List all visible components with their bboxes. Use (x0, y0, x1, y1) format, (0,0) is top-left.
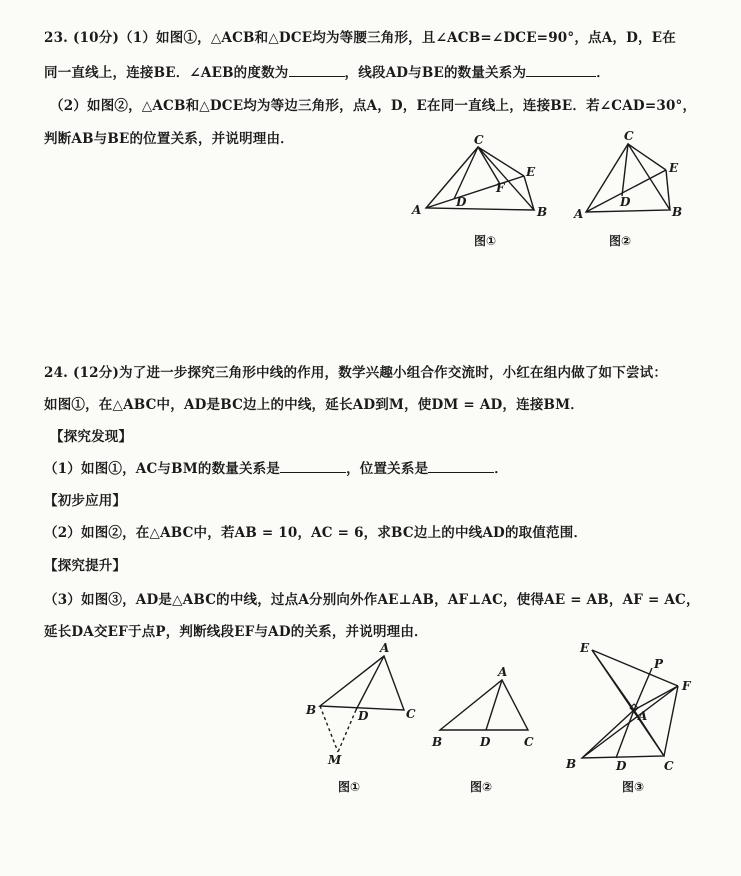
q23-fig1-label-b: B (537, 205, 548, 219)
q23-fig2-label-b: B (672, 205, 683, 219)
q24-fig1-triangle-abc (320, 656, 404, 710)
q23-line1-a: 23. (10分)（1）如图①， (44, 30, 211, 46)
q24-answer-blank-2[interactable] (428, 459, 494, 473)
q23-fig2-label-c: C (624, 129, 634, 143)
q23-fig2-label-a: A (574, 207, 584, 221)
q23-line2-c: ． (596, 65, 610, 81)
q24-line6: 延长DA交EF于点P，判断线段EF与AD的关系，并说明理由． (44, 624, 428, 640)
q23-fig2-label-d: D (620, 195, 631, 209)
q23-line2-a: 同一直线上，连接BE．∠AEB的度数为 (44, 65, 289, 81)
q24-fig1-line-dm (338, 710, 356, 752)
q23-fig1-line-cf (478, 147, 500, 184)
q23-fig2-label-e: E (669, 161, 679, 175)
q23-fig1-line-ae (426, 176, 524, 208)
q23-line1-b: △ACB和△DCE均为等腰三角形，且∠ACB=∠DCE=90°，点A，D，E在 (210, 30, 676, 46)
q24-section-extension: 【探究提升】 (44, 558, 127, 574)
q24-fig1-line-bm (320, 706, 338, 752)
q24-fig3-line-fc (664, 686, 678, 756)
q23-line2 (44, 61, 610, 81)
q24-fig1-label-d: D (358, 709, 369, 723)
q24-section-discovery: 【探究发现】 (50, 429, 133, 445)
q24-fig1-caption: 图① (338, 780, 361, 794)
q24-fig3-label-p: P (654, 657, 664, 671)
q23-fig1-label-f: F (496, 181, 505, 195)
q23-fig1-line-cd (454, 147, 478, 199)
q24-fig1-label-b: B (306, 703, 317, 717)
q24-fig1-label-a: A (380, 641, 390, 655)
q24-figure-2 (428, 662, 546, 754)
q24-line3-a: （1）如图①，AC与BM的数量关系是 (44, 461, 281, 477)
q24-line1: 24. (12分)为了进一步探究三角形中线的作用，数学兴趣小组合作交流时，小红在组内做了如下尝试： (44, 365, 668, 381)
q24-fig2-label-c: C (524, 735, 534, 749)
q23-line1 (44, 26, 676, 46)
q23-fig1-label-e: E (526, 165, 536, 179)
q24-line2: 如图①，在△ABC中，AD是BC边上的中线，延长AD到M，使DM = AD，连接BM． (44, 397, 584, 413)
q23-line4: 判断AB与BE的位置关系，并说明理由． (44, 131, 294, 147)
q24-fig3-median-ad (616, 710, 634, 758)
q24-fig1-label-c: C (406, 707, 416, 721)
q24-fig3-label-e: E (580, 641, 590, 655)
q24-answer-blank-1[interactable] (280, 459, 346, 473)
q24-fig3-label-d: D (616, 759, 627, 773)
q23-fig1-label-c: C (474, 133, 484, 147)
q23-answer-blank-1[interactable] (289, 63, 345, 77)
q24-fig2-label-a: A (498, 665, 508, 679)
q23-fig2-caption: 图② (609, 234, 632, 248)
q24-line3-c: ． (494, 461, 508, 477)
q24-section-application: 【初步应用】 (44, 493, 127, 509)
q24-fig2-median-ad (486, 680, 502, 730)
q23-figure-2 (572, 126, 692, 226)
q23-line3: （2）如图②，△ACB和△DCE均为等边三角形，点A，D，E在同一直线上，连接BE．若∠CAD=30°， (50, 98, 697, 114)
q23-fig1-label-a: A (412, 203, 422, 217)
q24-fig1-median-ad (356, 656, 384, 710)
q24-fig3-triangle-abc (582, 710, 664, 758)
q24-line3 (44, 457, 508, 477)
q23-fig1-caption: 图① (474, 234, 497, 248)
q23-figure-1 (404, 132, 554, 222)
q24-fig3-line-bf (582, 686, 678, 758)
q23-fig2-line-ce (628, 144, 666, 170)
q24-fig2-label-d: D (480, 735, 491, 749)
q24-fig1-label-m: M (328, 753, 342, 767)
q24-figure-3 (560, 640, 700, 776)
q24-fig2-label-b: B (432, 735, 443, 749)
q24-fig3-label-b: B (566, 757, 577, 771)
q24-fig3-caption: 图③ (622, 780, 645, 794)
q24-fig3-label-f: F (682, 679, 691, 693)
q23-answer-blank-2[interactable] (526, 63, 596, 77)
q23-fig1-line-ce (478, 147, 524, 176)
q24-fig3-label-a: A (638, 709, 648, 723)
q24-line5: （3）如图③，AD是△ABC的中线，过点A分别向外作AE⊥AB，AF⊥AC，使得AE = AB，AF = AC， (44, 592, 700, 608)
q24-fig3-line-af (634, 686, 678, 710)
q24-fig2-triangle-abc (440, 680, 528, 730)
q24-line3-b: ，位置关系是 (346, 461, 429, 477)
q23-line2-b: ，线段AD与BE的数量关系为 (344, 65, 527, 81)
q23-fig1-label-d: D (456, 195, 467, 209)
q24-line4: （2）如图②，在△ABC中，若AB = 10，AC = 6，求BC边上的中线AD的取值范围． (44, 525, 588, 541)
q24-figure-1 (300, 640, 425, 768)
q24-fig2-caption: 图② (470, 780, 493, 794)
q24-fig3-label-c: C (664, 759, 674, 773)
